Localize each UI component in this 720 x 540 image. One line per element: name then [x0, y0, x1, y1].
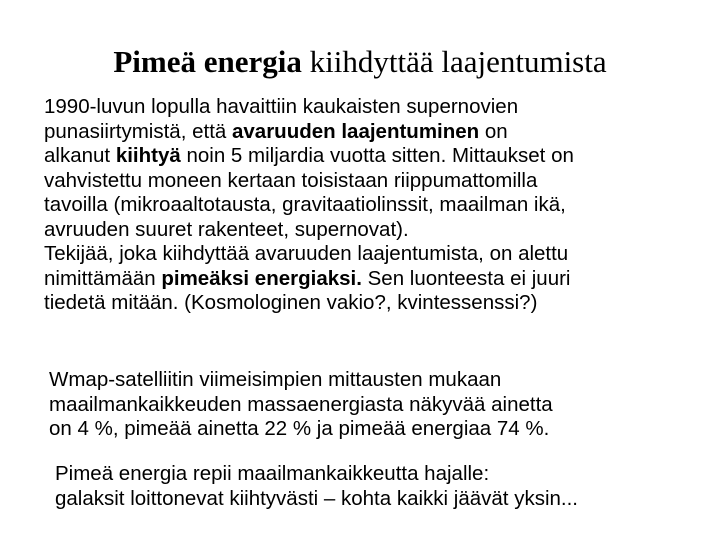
text-line: vahvistettu moneen kertaan toisistaan riippumattomilla	[44, 168, 538, 192]
text-segment: on	[479, 119, 508, 143]
text-line: on 4 %, pimeää ainetta 22 % ja pimeää energiaa 74 %.	[49, 417, 550, 440]
text-line	[44, 267, 574, 292]
text-line: maailmankaikkeuden massaenergiasta näkyvää ainetta	[49, 392, 553, 416]
text-line: Tekijää, joka kiihdyttää avaruuden laajentumista, on alettu	[44, 242, 569, 265]
paragraph-dark-energy-discovery	[44, 95, 574, 316]
title-rest-part: kiihdyttää laajentumista	[301, 44, 607, 79]
text-segment: alkanut	[44, 144, 116, 167]
text-segment: noin 5 miljardia vuotta sitten. Mittaukset on	[180, 144, 574, 167]
text-line: galaksit loittonevat kiihtyvästi – kohta kaikki jäävät yksin...	[55, 486, 578, 510]
paragraph-wmap-results	[49, 368, 553, 442]
text-line: tiedetä mitään. (Kosmologinen vakio?, kvintessenssi?)	[44, 291, 538, 314]
text-line: 1990-luvun lopulla havaittiin kaukaisten supernovien	[44, 95, 519, 118]
text-line	[44, 120, 574, 145]
title-bold-part: Pimeä energia	[113, 44, 302, 79]
text-segment: nimittämään	[44, 266, 162, 290]
text-line: Wmap-satelliitin viimeisimpien mittausten mukaan	[49, 368, 502, 391]
bold-term-accelerate: kiihtyä	[115, 144, 181, 167]
page-title	[0, 44, 720, 80]
text-line	[44, 144, 574, 169]
text-segment: punasiirtymistä, että	[44, 119, 232, 143]
text-line: avruuden suuret rakenteet, supernovat).	[44, 217, 409, 241]
text-segment: Sen luonteesta ei juuri	[361, 266, 571, 290]
text-line: Pimeä energia repii maailmankaikkeutta hajalle:	[55, 462, 490, 485]
bold-term-expansion: avaruuden laajentuminen	[232, 119, 480, 143]
bold-term-dark-energy: pimeäksi energiaksi.	[161, 266, 362, 290]
text-line: tavoilla (mikroaaltotausta, gravitaatiolinssit, maailman ikä,	[44, 193, 566, 216]
paragraph-conclusion	[55, 462, 578, 511]
